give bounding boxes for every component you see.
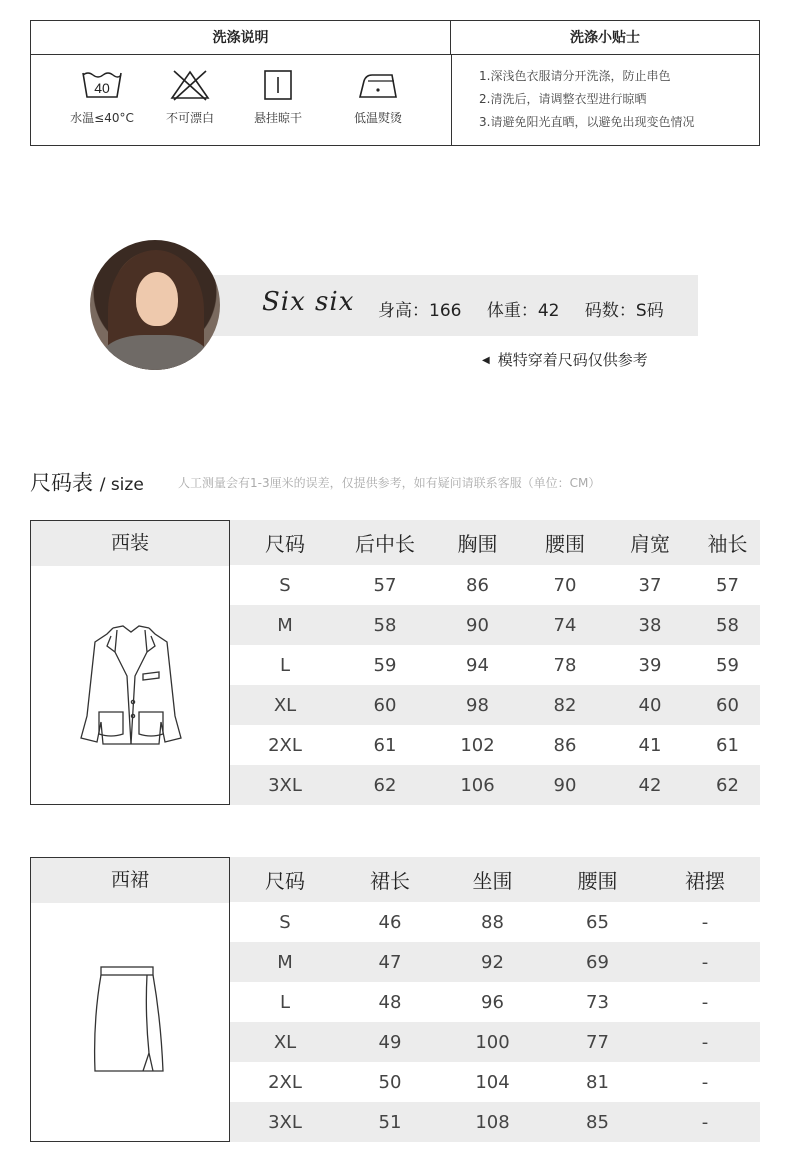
table-cell: 62	[373, 774, 397, 796]
model-weight: 体重：42	[486, 301, 560, 321]
header-cell: 袖长	[707, 532, 748, 556]
header-cell: 腰围	[577, 869, 618, 893]
table-cell: 3XL	[268, 774, 302, 796]
table-row	[230, 725, 760, 765]
low-iron-icon	[356, 69, 400, 101]
table-cell: S	[279, 574, 291, 596]
table-cell: 57	[373, 574, 397, 596]
table-cell: S	[279, 911, 291, 933]
table-cell: 102	[460, 734, 495, 756]
table-cell: 98	[466, 694, 489, 716]
table-cell: 69	[586, 951, 609, 973]
triangle-left-icon: ◀	[482, 355, 490, 366]
header-cell: 胸围	[457, 532, 498, 556]
care-item-wash	[57, 69, 147, 126]
model-note	[482, 349, 648, 370]
table-cell: 58	[373, 614, 397, 636]
table-cell: 59	[373, 654, 397, 676]
table-cell: 60	[716, 694, 739, 716]
table-cell: 42	[638, 774, 662, 796]
table-row	[230, 685, 760, 725]
table-cell: 77	[586, 1031, 609, 1053]
table-cell: 50	[378, 1071, 402, 1093]
header-cell: 尺码	[265, 532, 305, 556]
skirt-garment-panel	[30, 857, 230, 1142]
model-avatar	[90, 240, 220, 370]
table-cell: 59	[716, 654, 739, 676]
table-cell: 92	[481, 951, 504, 973]
model-name: Six six	[262, 287, 355, 317]
table-cell: 86	[466, 574, 489, 596]
table-cell: 2XL	[268, 734, 302, 756]
table-cell: 61	[373, 734, 397, 756]
suit-garment-name: 西装	[31, 521, 229, 566]
table-cell: 41	[638, 734, 662, 756]
care-label: 悬挂晾干	[253, 111, 302, 125]
skirt-size-grid	[230, 857, 760, 1142]
header-cell: 裙摆	[685, 869, 725, 893]
suit-size-table	[30, 520, 760, 805]
table-cell: 58	[716, 614, 739, 636]
table-row	[230, 605, 760, 645]
table-cell: 61	[716, 734, 739, 756]
table-row	[230, 1102, 760, 1142]
size-title-en: / size	[99, 475, 144, 495]
table-cell: 81	[586, 1071, 609, 1093]
table-cell: 38	[638, 614, 662, 636]
table-cell: 104	[475, 1071, 510, 1093]
suit-garment-panel	[30, 520, 230, 805]
table-cell: M	[277, 614, 293, 636]
care-item-dry	[233, 69, 323, 126]
care-label: 不可漂白	[165, 111, 214, 125]
header-cell: 裙长	[370, 869, 410, 893]
table-cell: 3XL	[268, 1111, 302, 1133]
table-cell: -	[701, 1111, 709, 1133]
tip-item: 1.深浅色衣服请分开洗涤，防止串色	[479, 69, 671, 83]
care-label: 水温≤40°C	[70, 111, 134, 125]
table-cell: L	[279, 654, 291, 676]
model-stats	[378, 296, 684, 321]
table-row	[230, 645, 760, 685]
table-cell: 100	[475, 1031, 510, 1053]
table-row	[230, 765, 760, 805]
table-cell: XL	[273, 1031, 297, 1053]
model-note-text: 模特穿着尺码仅供参考	[497, 351, 648, 369]
table-row	[230, 902, 760, 942]
care-item-iron	[333, 69, 423, 126]
table-cell: 57	[716, 574, 739, 596]
care-title: 洗涤说明	[31, 21, 451, 55]
table-cell: 60	[373, 694, 397, 716]
table-cell: -	[701, 951, 709, 973]
table-row	[230, 1062, 760, 1102]
care-icons	[31, 55, 451, 145]
table-cell: 62	[716, 774, 739, 796]
table-cell: 47	[378, 951, 402, 973]
table-header-row	[230, 520, 760, 565]
table-cell: 78	[553, 654, 577, 676]
size-chart-title	[30, 467, 144, 497]
table-row	[230, 565, 760, 605]
tips-title: 洗涤小贴士	[451, 21, 759, 55]
no-bleach-icon	[168, 69, 212, 101]
care-tips	[479, 65, 759, 134]
table-cell: M	[277, 951, 293, 973]
table-cell: 37	[638, 574, 662, 596]
table-cell: XL	[273, 694, 297, 716]
table-header-row	[230, 857, 760, 902]
header-cell: 腰围	[545, 532, 585, 556]
table-cell: 65	[586, 911, 609, 933]
table-cell: 82	[553, 694, 577, 716]
table-row	[230, 942, 760, 982]
table-cell: -	[701, 991, 709, 1013]
table-cell: L	[279, 991, 291, 1013]
skirt-size-table	[30, 857, 760, 1142]
table-cell: -	[701, 1031, 709, 1053]
table-cell: -	[701, 1071, 709, 1093]
table-cell: 90	[553, 774, 577, 796]
header-cell: 坐围	[472, 869, 513, 893]
size-title-cn: 尺码表	[30, 471, 93, 495]
table-cell: 108	[475, 1111, 510, 1133]
header-cell: 肩宽	[630, 532, 670, 556]
table-row	[230, 1022, 760, 1062]
tip-item: 3.请避免阳光直晒，以避免出现变色情况	[479, 115, 695, 129]
table-cell: 74	[553, 614, 577, 636]
hang-dry-icon	[256, 69, 300, 101]
care-divider	[451, 55, 452, 145]
suit-size-grid	[230, 520, 760, 805]
table-cell: 51	[378, 1111, 402, 1133]
table-cell: 70	[553, 574, 577, 596]
size-note: 人工测量会有1-3厘米的误差，仅提供参考，如有疑问请联系客服（单位：CM）	[178, 476, 601, 490]
blazer-icon	[31, 566, 231, 804]
table-cell: 48	[378, 991, 402, 1013]
table-cell: 106	[460, 774, 495, 796]
care-label: 低温熨烫	[353, 111, 402, 125]
header-cell: 尺码	[265, 869, 305, 893]
table-row	[230, 982, 760, 1022]
table-cell: 88	[481, 911, 504, 933]
care-table	[30, 20, 760, 146]
table-cell: 2XL	[268, 1071, 302, 1093]
header-cell: 后中长	[355, 532, 415, 556]
table-cell: 94	[466, 654, 489, 676]
skirt-garment-name: 西裙	[31, 858, 229, 903]
care-item-bleach	[145, 69, 235, 126]
skirt-illustration	[31, 903, 229, 1141]
table-cell: 85	[586, 1111, 609, 1133]
wash-temp-number: 40	[94, 80, 110, 96]
table-cell: 46	[378, 911, 402, 933]
skirt-icon	[31, 903, 231, 1141]
table-cell: 86	[553, 734, 577, 756]
table-cell: 73	[586, 991, 609, 1013]
suit-illustration	[31, 566, 229, 804]
wash-40-icon	[80, 69, 124, 101]
model-height: 身高：166	[378, 301, 462, 321]
table-cell: 40	[638, 694, 662, 716]
table-cell: 49	[378, 1031, 402, 1053]
table-cell: -	[701, 911, 709, 933]
tip-item: 2.清洗后，请调整衣型进行晾晒	[479, 92, 647, 106]
table-cell: 96	[481, 991, 504, 1013]
table-cell: 39	[638, 654, 662, 676]
table-cell: 90	[466, 614, 489, 636]
model-size: 码数：S码	[584, 301, 664, 321]
